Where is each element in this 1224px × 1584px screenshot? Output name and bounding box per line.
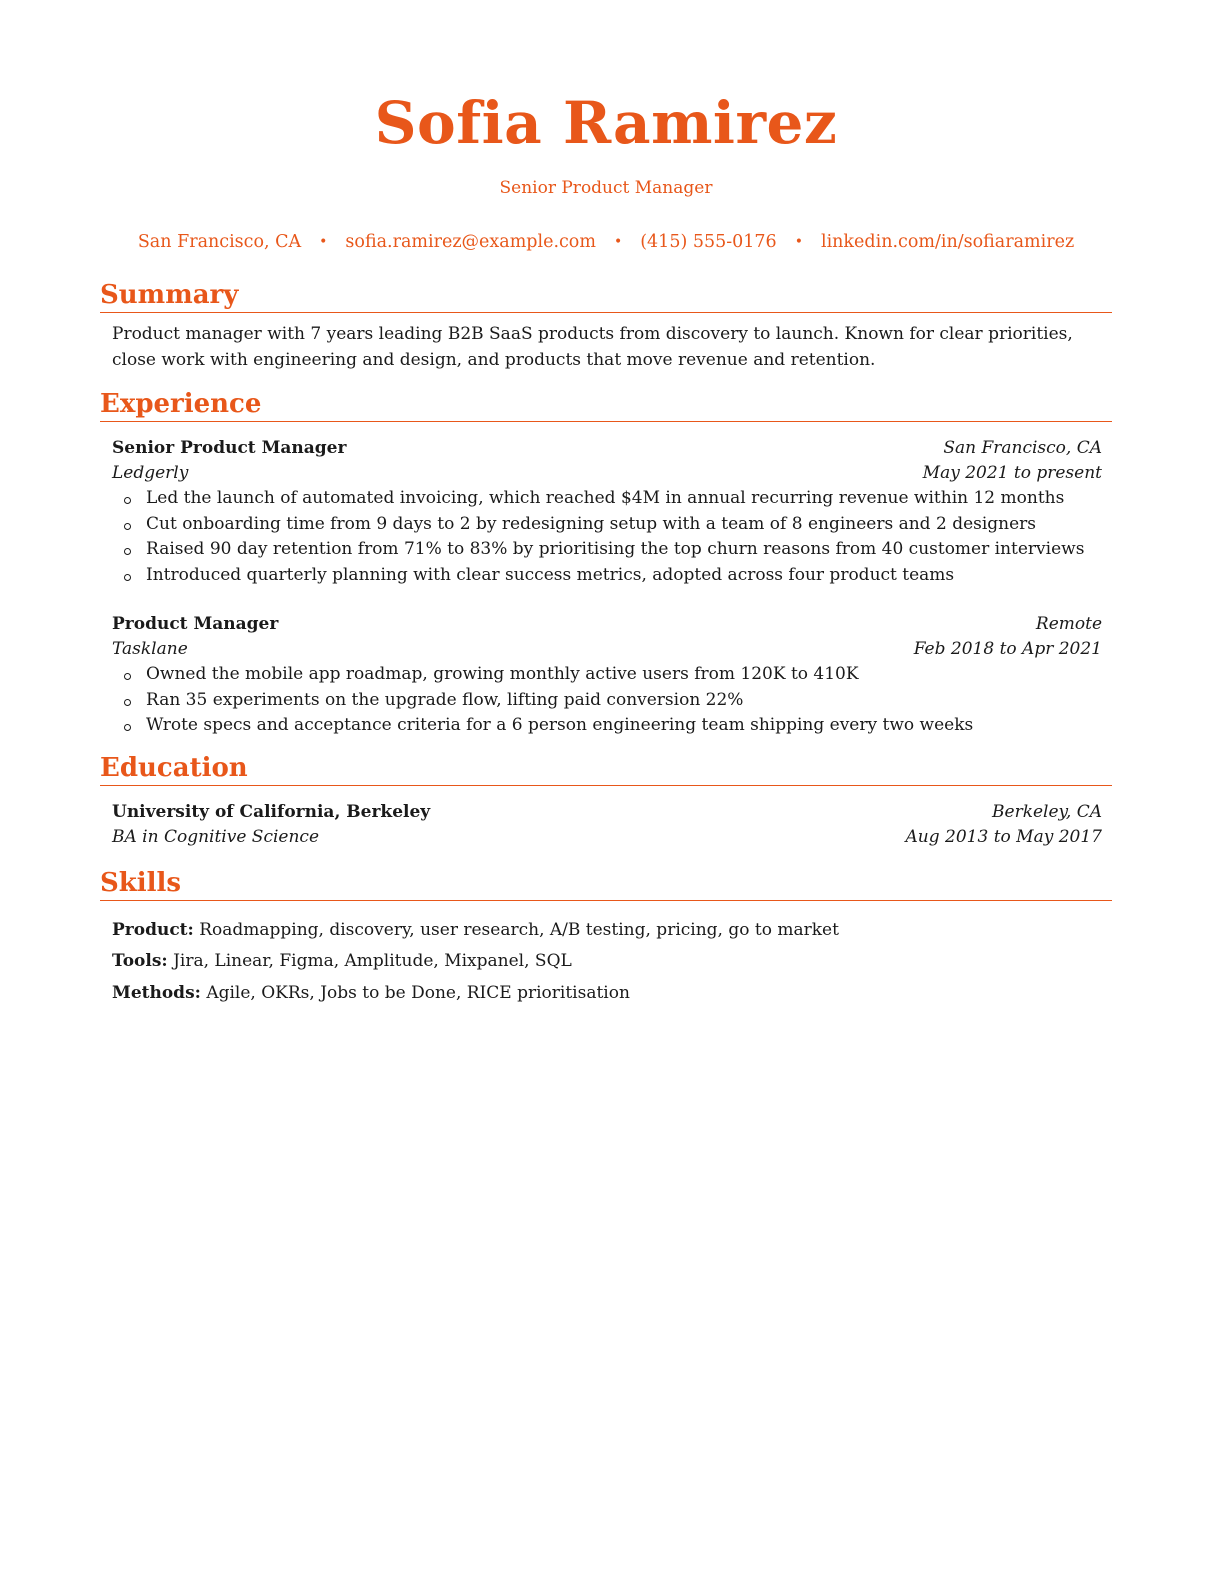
section-title-summary: Summary [100,282,1112,313]
job-bullet: Ran 35 experiments on the upgrade flow, lifting paid conversion 22% [124,688,1102,714]
skill-line-methods [112,978,1112,1010]
school-name: University of California, Berkeley [112,801,431,822]
section-title-experience: Experience [100,391,1112,422]
job-dates: Feb 2018 to Apr 2021 [913,639,1102,659]
skill-value: Roadmapping, discovery, user research, A/B testing, pricing, go to market [199,919,839,940]
candidate-headline: Senior Product Manager [499,178,713,198]
job-bullet: Raised 90 day retention from 71% to 83% by prioritising the top churn reasons from 40 customer interviews [124,537,1102,563]
contact-phone: (415) 555-0176 [640,232,777,252]
job-bullet: Led the launch of automated invoicing, which reached $4M in annual recurring revenue within 12 months [124,486,1102,512]
school-location: Berkeley, CA [992,801,1102,822]
contact-email[interactable]: sofia.ramirez@example.com [345,232,596,252]
contact-location: San Francisco, CA [137,232,302,252]
education-entry [112,800,1102,850]
job-company: Tasklane [112,639,188,659]
skill-label: Methods: [112,982,201,1003]
experience-entry [112,612,1102,739]
job-role: Senior Product Manager [112,438,347,458]
job-dates: May 2021 to present [922,463,1102,483]
contact-line [100,232,1112,252]
experience-section [100,391,1112,739]
experience-entry [112,436,1102,588]
skill-label: Product: [112,919,194,940]
job-role: Product Manager [112,614,279,634]
skills-section [100,867,1112,1010]
contact-separator: • [794,234,803,250]
job-bullet: Wrote specs and acceptance criteria for a 6 person engineering team shipping every two weeks [124,713,1102,739]
section-title-education: Education [100,755,1112,786]
education-dates: Aug 2013 to May 2017 [905,826,1102,847]
skill-label: Tools: [112,951,168,971]
skill-line-tools [112,946,1112,978]
contact-linkedin[interactable]: linkedin.com/in/sofiaramirez [820,232,1075,252]
contact-separator: • [319,234,328,250]
summary-section [100,282,1112,373]
job-bullet: Cut onboarding time from 9 days to 2 by redesigning setup with a team of 8 engineers and 2 designers [124,512,1102,538]
skill-line-product [112,915,1112,947]
job-bullet: Owned the mobile app roadmap, growing monthly active users from 120K to 410K [124,662,1102,688]
candidate-name: Sofia Ramirez [374,89,838,157]
contact-separator: • [613,234,623,250]
job-bullet: Introduced quarterly planning with clear success metrics, adopted across four product teams [124,563,1102,589]
section-title-skills: Skills [100,870,1112,901]
job-company: Ledgerly [112,463,189,483]
job-bullets [112,662,1102,739]
job-location: Remote [1035,614,1102,634]
skill-value: Jira, Linear, Figma, Amplitude, Mixpanel, SQL [173,951,572,971]
job-bullets [112,486,1102,588]
resume-header [100,89,1112,252]
education-section [100,752,1112,850]
summary-text: Product manager with 7 years leading B2B SaaS products from discovery to launch. Known for clear priorities, close work with engineering and design, and products that move revenue and retention. [112,324,1073,370]
job-location: San Francisco, CA [943,438,1102,458]
degree: BA in Cognitive Science [112,826,320,847]
skill-value: Agile, OKRs, Jobs to be Done, RICE prioritisation [206,982,630,1003]
